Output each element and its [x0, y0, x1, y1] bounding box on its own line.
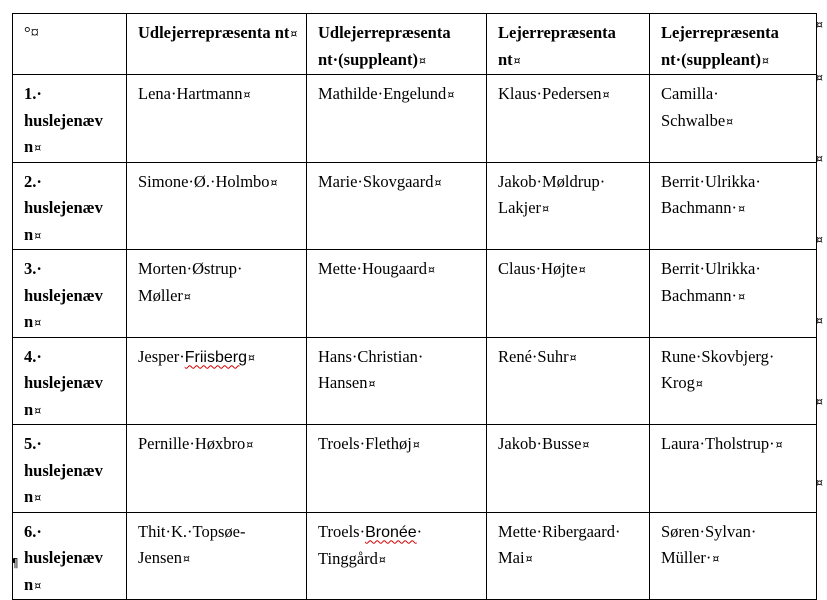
row-header-cell[interactable]: 2.· huslejenæv n¤: [13, 162, 127, 250]
column-header-landlord-rep[interactable]: Udlejerrepræsenta nt¤: [127, 14, 307, 75]
spellcheck-underline[interactable]: Friisberg: [184, 348, 247, 366]
row-header-cell[interactable]: 5.· huslejenæv n¤: [13, 425, 127, 513]
column-header-tenant-rep[interactable]: Lejerrepræsenta nt¤: [487, 14, 650, 75]
table-cell[interactable]: Simone·Ø.·Holmbo¤: [127, 162, 307, 250]
table-cell[interactable]: Camilla· Schwalbe¤: [650, 75, 817, 163]
row-header-cell[interactable]: 4.· huslejenæv n¤: [13, 337, 127, 425]
corner-cell[interactable]: °¤: [13, 14, 127, 75]
table-row: [13, 75, 817, 163]
row-end-mark: ¤: [816, 71, 823, 84]
table-cell[interactable]: Jakob·Møldrup· Lakjer¤: [487, 162, 650, 250]
table-cell[interactable]: Morten·Østrup· Møller¤: [127, 250, 307, 338]
table-cell[interactable]: Mathilde·Engelund¤: [307, 75, 487, 163]
column-header-tenant-rep-substitute[interactable]: Lejerrepræsenta nt·(suppleant)¤: [650, 14, 817, 75]
row-header-cell[interactable]: 6.· huslejenæv n¤: [13, 512, 127, 600]
table-row: [13, 337, 817, 425]
table-row: [13, 512, 817, 600]
table-cell[interactable]: Troels·Bronée· Tinggård¤: [307, 512, 487, 600]
column-header-landlord-rep-substitute[interactable]: Udlejerrepræsenta nt·(suppleant)¤: [307, 14, 487, 75]
spellcheck-underline[interactable]: Bronée: [365, 523, 417, 541]
table-cell[interactable]: Berrit·Ulrikka· Bachmann·¤: [650, 250, 817, 338]
table-cell[interactable]: Claus·Højte¤: [487, 250, 650, 338]
row-end-mark: ¤: [816, 314, 823, 327]
table-cell[interactable]: René·Suhr¤: [487, 337, 650, 425]
table-cell[interactable]: Jakob·Busse¤: [487, 425, 650, 513]
row-header-cell[interactable]: 1.· huslejenæv n¤: [13, 75, 127, 163]
table-cell[interactable]: Mette·Ribergaard· Mai¤: [487, 512, 650, 600]
table-cell[interactable]: Hans·Christian· Hansen¤: [307, 337, 487, 425]
table-cell[interactable]: Mette·Hougaard¤: [307, 250, 487, 338]
table-row: [13, 425, 817, 513]
table-cell[interactable]: Jesper·Friisberg¤: [127, 337, 307, 425]
row-end-mark: ¤: [816, 476, 823, 489]
row-end-mark: ¤: [816, 233, 823, 246]
table-cell[interactable]: Laura·Tholstrup·¤: [650, 425, 817, 513]
table-row: [13, 250, 817, 338]
row-end-mark: ¤: [816, 395, 823, 408]
table-cell[interactable]: Pernille·Høxbro¤: [127, 425, 307, 513]
row-end-mark: ¤: [816, 152, 823, 165]
table-cell[interactable]: Thit·K.·Topsøe- Jensen¤: [127, 512, 307, 600]
table-cell[interactable]: Berrit·Ulrikka· Bachmann·¤: [650, 162, 817, 250]
huslejenaevn-table: [12, 13, 817, 600]
row-end-mark: ¤: [816, 18, 823, 31]
row-header-cell[interactable]: 3.· huslejenæv n¤: [13, 250, 127, 338]
table-cell[interactable]: Klaus·Pedersen¤: [487, 75, 650, 163]
table-row: [13, 162, 817, 250]
table-header-row: [13, 14, 817, 75]
paragraph-mark: ¶: [11, 556, 19, 570]
table-cell[interactable]: Marie·Skovgaard¤: [307, 162, 487, 250]
table-cell[interactable]: Søren·Sylvan· Müller·¤: [650, 512, 817, 600]
table-cell[interactable]: Rune·Skovbjerg· Krog¤: [650, 337, 817, 425]
table-cell[interactable]: Lena·Hartmann¤: [127, 75, 307, 163]
table-cell[interactable]: Troels·Flethøj¤: [307, 425, 487, 513]
